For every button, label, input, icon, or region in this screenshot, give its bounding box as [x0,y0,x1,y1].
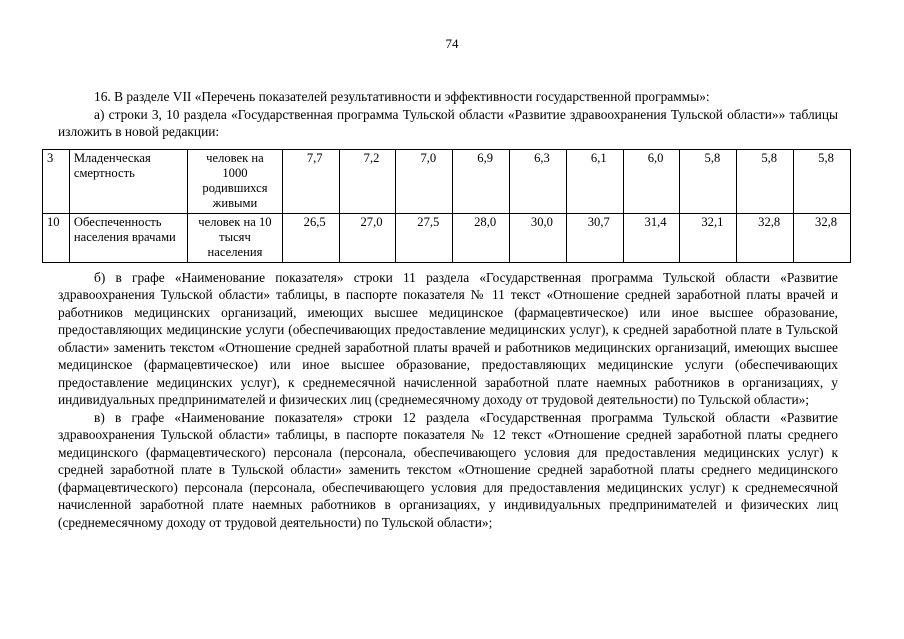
value-cell: 32,8 [794,213,851,262]
row-number-cell: 3 [43,149,70,213]
value-cell: 28,0 [453,213,510,262]
indicator-name-cell: Обеспеченность населения врачами [69,213,187,262]
indicator-name-cell: Младенческая смертность [69,149,187,213]
row-number-cell: 10 [43,213,70,262]
value-cell: 7,7 [282,149,339,213]
value-cell: 7,0 [396,149,453,213]
value-cell: 5,8 [794,149,851,213]
section-heading: 16. В разделе VII «Перечень показателей результативности и эффективности государственной программы»: [94,89,710,104]
value-cell: 5,8 [737,149,794,213]
value-cell: 32,1 [680,213,737,262]
indicators-table [42,149,851,263]
table-row [43,149,851,213]
indicators-table-wrapper [42,149,851,263]
value-cell: 27,5 [396,213,453,262]
value-cell: 27,0 [339,213,396,262]
value-cell: 30,0 [510,213,567,262]
value-cell: 5,8 [680,149,737,213]
page-number: 74 [445,36,459,51]
value-cell: 32,8 [737,213,794,262]
value-cell: 6,1 [566,149,623,213]
unit-cell: человек на 10 тысяч населения [188,213,283,262]
value-cell: 30,7 [566,213,623,262]
value-cell: 6,3 [510,149,567,213]
unit-cell: человек на 1000 родившихся живыми [188,149,283,213]
item-c-paragraph: в) в графе «Наименование показателя» строки 12 раздела «Государственная программа Тульской области «Развитие здравоохранения Тульской области» таблицы, в паспорте показателя № 12 текст «Отношение средней заработной платы среднего медицинского (фармацевтического) персонала (персонала, обеспечивающего условия для предоставления медицинских услуг) к средней заработной плате в Тульской области» заменить текстом «Отношение средней заработной платы среднего медицинского (фармацевтического) персонала (персонала, обеспечивающего условия для предоставления медицинских услуг) к среднемесячной начисленной заработной плате наемных работников в организациях, у индивидуальных предпринимателей и физических лиц (среднемесячному доходу от трудовой деятельности) по Тульской области»; [58,409,838,530]
value-cell: 31,4 [623,213,680,262]
value-cell: 26,5 [282,213,339,262]
item-b-paragraph: б) в графе «Наименование показателя» строки 11 раздела «Государственная программа Тульской области «Развитие здравоохранения Тульской области» таблицы, в паспорте показателя № 11 текст «Отношение средней заработной платы врачей и работников медицинских организаций, имеющих высшее медицинское (фармацевтическое) или иное высшее образование, предоставляющих медицинские услуги (обеспечивающих предоставление медицинских услуг), к средней заработной плате в Тульской области» заменить текстом «Отношение средней заработной платы врачей и работников медицинских организаций, имеющих высшее медицинское (фармацевтическое) или иное высшее образование, предоставляющих медицинские услуги (обеспечивающих предоставление медицинских услуг), к среднемесячной начисленной заработной плате наемных работников в организациях, у индивидуальных предпринимателей и физических лиц (среднемесячному доходу от трудовой деятельности) по Тульской области»; [58,269,838,407]
item-a-paragraph: а) строки 3, 10 раздела «Государственная программа Тульской области «Развитие здравоохранения Тульской области»» таблицы изложить в новой редакции: [58,106,838,139]
value-cell: 7,2 [339,149,396,213]
document-body [47,88,838,531]
value-cell: 6,9 [453,149,510,213]
value-cell: 6,0 [623,149,680,213]
table-row [43,213,851,262]
